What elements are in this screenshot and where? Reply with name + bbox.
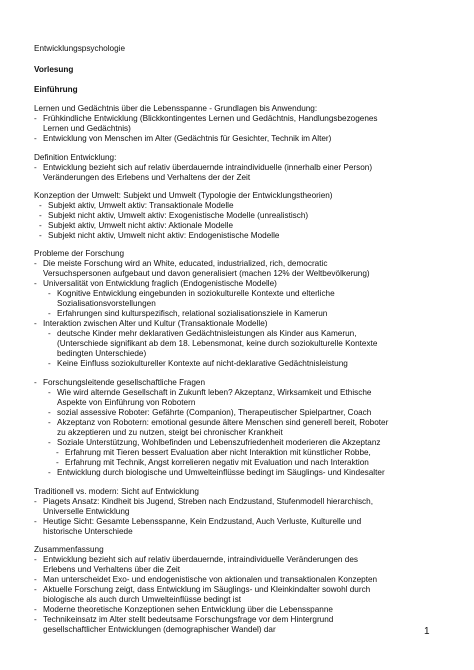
bullet-text: Heutige Sicht: Gesamte Lebensspanne, Kein Endzustand, Auch Verluste, Kulturelle und	[43, 517, 362, 526]
bullet-dash: -	[48, 329, 51, 338]
bullet-dash: -	[56, 448, 59, 457]
bullet-dash: -	[34, 575, 37, 584]
bullet-text: gesellschaftlicher Entwicklungen (demographischer Wandel) dar	[43, 625, 276, 634]
bullet-dash: -	[34, 585, 37, 594]
bullet-text: sozial assessive Roboter: Gefährte (Companion), Therapeutischer Spielpartner, Coach	[57, 408, 372, 417]
heading-einfuehrung: Einführung	[34, 85, 78, 94]
bullet-text: Forschungsleitende gesellschaftliche Fragen	[43, 378, 206, 387]
bullet-text: Versuchspersonen aufgebaut und davon generalisiert (machen 12% der Weltbevölkerung)	[43, 269, 370, 278]
bullet-dash: -	[48, 289, 51, 298]
bullet-dash: -	[48, 309, 51, 318]
heading-vorlesung: Vorlesung	[34, 65, 74, 74]
section-heading: Traditionell vs. modern: Sicht auf Entwicklung	[34, 487, 199, 496]
bullet-dash: -	[48, 468, 51, 477]
bullet-dash: -	[34, 605, 37, 614]
bullet-text: Piagets Ansatz: Kindheit bis Jugend, Streben nach Endzustand, Stufenmodell hierarchisch,	[43, 497, 373, 506]
bullet-text: Interaktion zwischen Alter und Kultur (Transaktionale Modelle)	[43, 319, 268, 328]
bullet-text: Aspekte von Einführung von Robotern	[57, 398, 196, 407]
bullet-text: biologische als auch durch Umwelteinflüsse bedingt ist	[43, 595, 241, 604]
bullet-text: Sozialisationsvorstellungen	[57, 299, 156, 308]
bullet-text: Subjekt aktiv, Umwelt aktiv: Transaktionale Modelle	[48, 201, 234, 210]
bullet-text: Entwicklung von Menschen im Alter (Gedächtnis für Gesichter, Technik im Alter)	[43, 134, 332, 143]
bullet-dash: -	[34, 279, 37, 288]
section-heading: Definition Entwicklung:	[34, 153, 117, 162]
bullet-text: Kognitive Entwicklung eingebunden in soziokulturelle Kontexte und elterliche	[57, 289, 335, 298]
bullet-text: deutsche Kinder mehr deklarativen Gedächtnisleistungen als Kinder aus Kamerun,	[57, 329, 357, 338]
bullet-text: Entwicklung bezieht sich auf relativ überdauernde intraindividuelle (innerhalb einer Person)	[43, 163, 373, 172]
bullet-dash: -	[34, 497, 37, 506]
bullet-text: Entwicklung bezieht sich auf relativ überdauernde, intraindividuelle Veränderungen des	[43, 555, 358, 564]
section-heading: Zusammenfassung	[34, 545, 104, 554]
bullet-dash: -	[48, 359, 51, 368]
bullet-dash: -	[39, 201, 42, 210]
bullet-dash: -	[39, 231, 42, 240]
page-number: 1	[424, 626, 430, 637]
bullet-text: Technikeinsatz im Alter stellt bedeutsame Forschungsfrage vor dem Hintergrund	[43, 615, 334, 624]
bullet-text: Universelle Entwicklung	[43, 507, 130, 516]
bullet-text: historische Unterschiede	[43, 527, 133, 536]
bullet-dash: -	[39, 211, 42, 220]
bullet-dash: -	[48, 408, 51, 417]
bullet-dash: -	[34, 517, 37, 526]
bullet-dash: -	[48, 418, 51, 427]
bullet-dash: -	[34, 134, 37, 143]
bullet-text: Akzeptanz von Robotern: emotional gesunde ältere Menschen sind generell bereit, Roboter	[57, 418, 389, 427]
section-heading: Probleme der Forschung	[34, 249, 125, 258]
bullet-text: zu akzeptieren und zu nutzen, steigt bei chronischer Krankheit	[57, 428, 283, 437]
bullet-text: Man unterscheidet Exo- und endogenistische von aktionalen und transaktionalen Konzepten	[43, 575, 378, 584]
section-heading: Lernen und Gedächtnis über die Lebensspanne - Grundlagen bis Anwendung:	[34, 104, 318, 113]
bullet-text: Veränderungen des Erlebens und Verhaltens der der Zeit	[43, 173, 251, 182]
bullet-text: Die meiste Forschung wird an White, educated, industrialized, rich, democratic	[43, 259, 328, 268]
section-heading: Konzeption der Umwelt: Subjekt und Umwelt (Typologie der Entwicklungstheorien)	[34, 191, 333, 200]
bullet-text: Universalität von Entwicklung fraglich (Endogenistische Modelle)	[43, 279, 277, 288]
bullet-text: Wie wird alternde Gesellschaft in Zukunft leben? Akzeptanz, Wirksamkeit und Ethische	[57, 388, 372, 397]
bullet-dash: -	[34, 555, 37, 564]
bullet-text: Subjekt nicht aktiv, Umwelt aktiv: Exogenistische Modelle (unrealistisch)	[48, 211, 309, 220]
bullet-dash: -	[34, 319, 37, 328]
bullet-text: Erlebens und Verhaltens über die Zeit	[43, 565, 181, 574]
bullet-text: Aktuelle Forschung zeigt, dass Entwicklung im Säuglings- und Kleinkindalter sowohl durch	[43, 585, 371, 594]
bullet-text: Erfahrung mit Technik, Angst korrelieren negativ mit Evaluation und nach Interaktion	[65, 458, 369, 467]
bullet-text: Subjekt nicht aktiv, Umwelt nicht aktiv: Endogenistische Modelle	[48, 231, 280, 240]
bullet-text: Moderne theoretische Konzeptionen sehen Entwicklung über die Lebensspanne	[43, 605, 333, 614]
bullet-text: bedingten Unterschiede)	[57, 349, 147, 358]
bullet-text: Lernen und Gedächtnis)	[43, 124, 131, 133]
bullet-text: Soziale Unterstützung, Wohlbefinden und Lebenszufriedenheit moderieren die Akzeptanz	[57, 438, 381, 447]
bullet-dash: -	[48, 438, 51, 447]
bullet-dash: -	[34, 615, 37, 624]
bullet-dash: -	[48, 388, 51, 397]
bullet-text: Frühkindliche Entwicklung (Blickkontingentes Lernen und Gedächtnis, Handlungsbezogenes	[43, 114, 378, 123]
bullet-dash: -	[39, 221, 42, 230]
bullet-text: (Unterschiede signifikant ab dem 18. Lebensmonat, keine durch soziokulturelle Kontexte	[57, 339, 378, 348]
bullet-dash: -	[34, 163, 37, 172]
document-title: Entwicklungspsychologie	[34, 44, 126, 53]
bullet-text: Subjekt aktiv, Umwelt nicht aktiv: Aktionale Modelle	[48, 221, 234, 230]
bullet-text: Erfahrungen sind kulturspezifisch, relational sozialisationsziele in Kamerun	[57, 309, 328, 318]
bullet-text: Erfahrung mit Tieren bessert Evaluation aber nicht Interaktion mit künstlicher Robbe,	[65, 448, 371, 457]
bullet-dash: -	[56, 458, 59, 467]
bullet-dash: -	[34, 114, 37, 123]
bullet-dash: -	[34, 378, 37, 387]
bullet-text: Entwicklung durch biologische und Umwelteinflüsse bedingt im Säuglings- und Kindesalter	[57, 468, 385, 477]
bullet-dash: -	[34, 259, 37, 268]
bullet-text: Keine Einfluss soziokultureller Kontexte auf nicht-deklarative Gedächtnisleistung	[57, 359, 348, 368]
